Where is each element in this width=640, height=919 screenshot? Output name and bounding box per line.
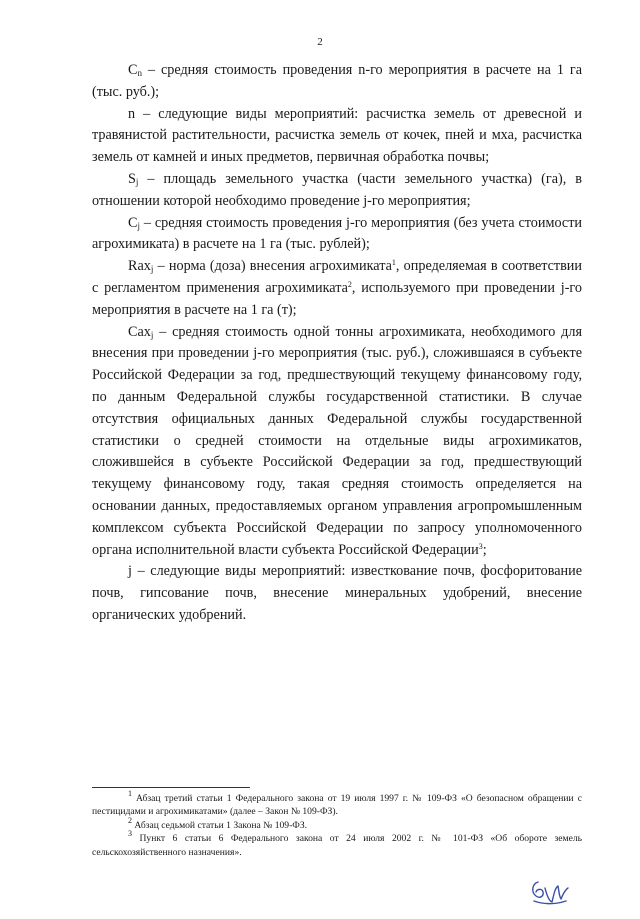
- definition-text: – средняя стоимость проведения n-го мероприятия в расчете на 1 га (тыс. руб.);: [92, 62, 582, 100]
- symbol-subscript: j: [137, 220, 140, 231]
- footnotes: [92, 789, 582, 859]
- definition-text: , используемого при проведении j-го мероприятия в расчете на 1 га (т);: [92, 279, 582, 318]
- symbol-subscript: j: [135, 176, 139, 187]
- footnote-text: Абзац седьмой статьи 1 Закона № 109-ФЗ.: [132, 819, 308, 831]
- symbol-subscript: n: [137, 68, 142, 78]
- symbol: Rax: [128, 258, 151, 275]
- definition-text: – средняя стоимость одной тонны агрохимиката, необходимого для внесения при проведении j-го мероприятия (тыс. руб.), сложившаяся в субъекте Российской Федерации за год, предшествующий текущему финансовому году, по данным Федеральной службы государственной статистики. В случае отсутствия официальных данных Федеральной службы государственной статистики о средней стоимости на отдельные виды агрохимикатов, сложившейся в субъекте Российской Федерации за год, предшествующий текущему финансовому году, такая средняя стоимость определяется на основании данных, предоставляемых органом управления агропромышленным комплексом субъекта Российской Федерации по запросу уполномоченного органа исполнительной власти субъекта Российской Федерации: [92, 323, 582, 558]
- definition-caxj: [92, 322, 582, 562]
- definition-sj: [92, 169, 582, 213]
- body-text: [92, 60, 582, 627]
- footnote-text: Абзац третий статьи 1 Федерального закона от 19 июля 1997 г. № 109-ФЗ «О безопасном обращении с пестицидами и агрохимикатами» (далее – Закон № 109-ФЗ).: [92, 793, 582, 818]
- footnote-ref-2[interactable]: 2: [347, 279, 352, 289]
- definition-text: – площадь земельного участка (части земельного участка) (га), в отношении которой необходимо проведение j-го мероприятия;: [92, 170, 582, 209]
- footnote-ref-3[interactable]: 3: [478, 541, 483, 551]
- definition-cj: [92, 213, 582, 257]
- handwritten-signature: [528, 874, 572, 908]
- definition-j: [92, 561, 582, 626]
- definition-text: ;: [482, 541, 487, 558]
- footnote-text: Пункт 6 статьи 6 Федерального закона от 24 июля 2002 г. № 101-ФЗ «Об обороте земель сельскохозяйственного назначения».: [92, 833, 582, 858]
- page-number: 2: [317, 36, 323, 48]
- symbol: C: [128, 62, 138, 78]
- symbol: n: [128, 105, 136, 122]
- symbol: S: [128, 170, 136, 187]
- footnote-number: 1: [128, 789, 132, 798]
- symbol: C: [128, 214, 138, 231]
- footnote-number: 2: [128, 815, 132, 825]
- footnote-2: [92, 815, 582, 832]
- footnote-3: [92, 829, 582, 859]
- definition-text: – норма (доза) внесения агрохимиката: [153, 258, 392, 275]
- definition-text: – следующие виды мероприятий: известкование почв, фосфоритование почв, гипсование почв, внесение минеральных удобрений, внесение органических удобрений.: [92, 563, 582, 623]
- definition-n: [92, 104, 582, 169]
- definition-text: , определяемая в соответствии с регламентом применения агрохимиката: [92, 258, 582, 296]
- footnote-ref-1[interactable]: 1: [391, 258, 396, 268]
- footnote-number: 3: [128, 829, 132, 839]
- definition-raxj: [92, 256, 582, 321]
- symbol: j: [128, 563, 132, 580]
- footnote-1: [92, 789, 582, 819]
- definition-text: – средняя стоимость проведения j-го мероприятия (без учета стоимости агрохимиката) в расчете на 1 га (тыс. рублей);: [92, 214, 582, 253]
- symbol-subscript: j: [150, 264, 154, 275]
- symbol-subscript: j: [150, 329, 154, 340]
- definition-cn: [92, 60, 582, 104]
- symbol: Cax: [128, 323, 151, 340]
- definition-text: – следующие виды мероприятий: расчистка земель от древесной и травянистой растительности, расчистка земель от кочек, пней и мха, расчистка земель от камней и иных предметов, первичная обработка почвы;: [92, 105, 582, 166]
- footnote-divider: [92, 787, 250, 788]
